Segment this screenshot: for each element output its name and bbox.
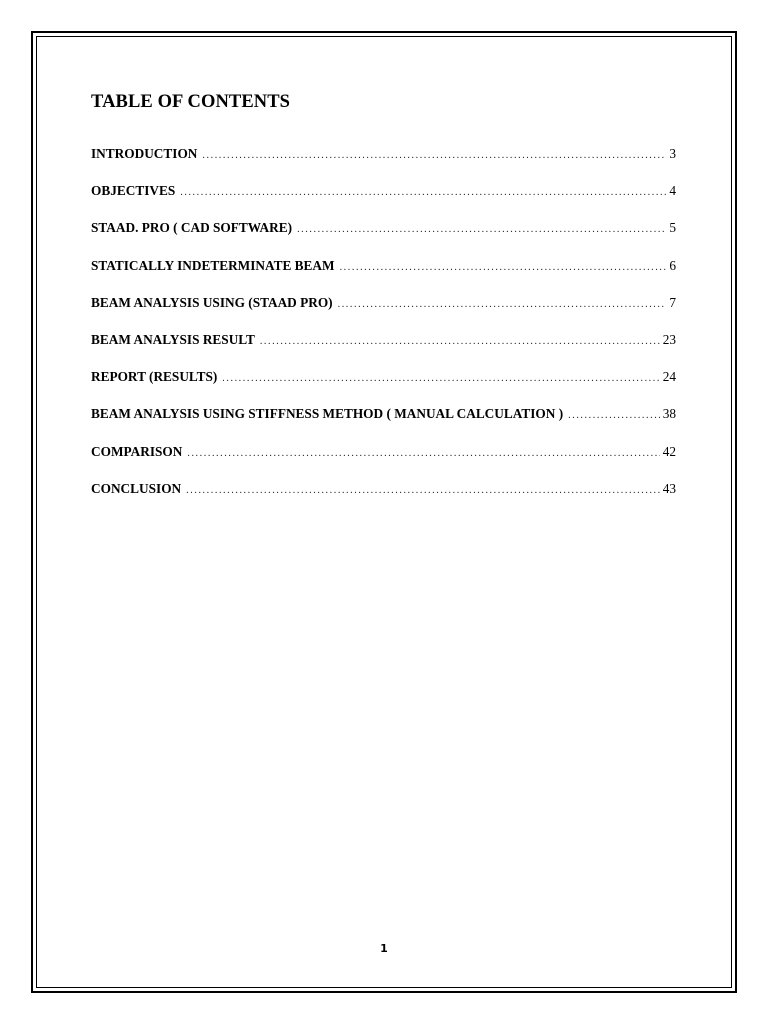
toc-entry-page: 3 bbox=[669, 146, 676, 161]
toc-dot-leader bbox=[187, 443, 659, 465]
toc-title: TABLE OF CONTENTS bbox=[91, 92, 291, 112]
page-number: 1 bbox=[380, 942, 388, 955]
toc-dot-leader bbox=[180, 182, 666, 204]
toc-entry-label: REPORT (RESULTS) bbox=[91, 369, 218, 385]
toc-entry-label: BEAM ANALYSIS USING (STAAD PRO) bbox=[91, 294, 333, 310]
toc-entry-page: 6 bbox=[669, 257, 676, 273]
toc-dot-leader bbox=[186, 480, 660, 502]
toc-entry-page: 7 bbox=[669, 294, 676, 310]
toc-entry-label: STAAD. PRO ( CAD SOFTWARE) bbox=[91, 220, 293, 236]
toc-entry-label: STATICALLY INDETERMINATE BEAM bbox=[91, 257, 335, 273]
toc-entry-conclusion[interactable] bbox=[91, 478, 676, 515]
toc-entry-page: 38 bbox=[662, 406, 676, 422]
toc-list bbox=[91, 143, 676, 515]
toc-dot-leader bbox=[340, 257, 667, 279]
toc-entry-statically-indeterminate-beam[interactable] bbox=[91, 255, 676, 292]
toc-entry-page: 43 bbox=[662, 480, 676, 496]
toc-entry-label: BEAM ANALYSIS RESULT bbox=[91, 331, 255, 347]
toc-entry-label: BEAM ANALYSIS USING STIFFNESS METHOD ( MANUAL CALCULATION ) bbox=[91, 406, 564, 422]
toc-entry-report-results[interactable] bbox=[91, 366, 676, 403]
toc-dot-leader bbox=[568, 405, 660, 427]
toc-dot-leader bbox=[202, 145, 666, 167]
toc-dot-leader bbox=[222, 368, 659, 390]
toc-entry-page: 24 bbox=[662, 369, 676, 385]
toc-entry-label: INTRODUCTION bbox=[91, 146, 198, 161]
toc-entry-objectives[interactable] bbox=[91, 180, 676, 217]
toc-entry-staad-pro[interactable] bbox=[91, 217, 676, 254]
toc-dot-leader bbox=[297, 219, 666, 241]
toc-entry-page: 23 bbox=[662, 331, 676, 347]
toc-entry-page: 42 bbox=[662, 443, 676, 459]
toc-dot-leader bbox=[260, 331, 660, 353]
toc-entry-label: CONCLUSION bbox=[91, 480, 182, 496]
toc-entry-beam-analysis-staad[interactable] bbox=[91, 292, 676, 329]
toc-entry-label: OBJECTIVES bbox=[91, 183, 176, 199]
toc-entry-stiffness-method[interactable] bbox=[91, 403, 676, 440]
toc-entry-page: 4 bbox=[669, 183, 676, 199]
toc-entry-beam-analysis-result[interactable] bbox=[91, 329, 676, 366]
toc-entry-page: 5 bbox=[669, 220, 676, 236]
toc-entry-introduction[interactable] bbox=[91, 143, 676, 180]
toc-dot-leader bbox=[338, 294, 667, 316]
toc-entry-comparison[interactable] bbox=[91, 441, 676, 478]
toc-entry-label: COMPARISON bbox=[91, 443, 183, 459]
